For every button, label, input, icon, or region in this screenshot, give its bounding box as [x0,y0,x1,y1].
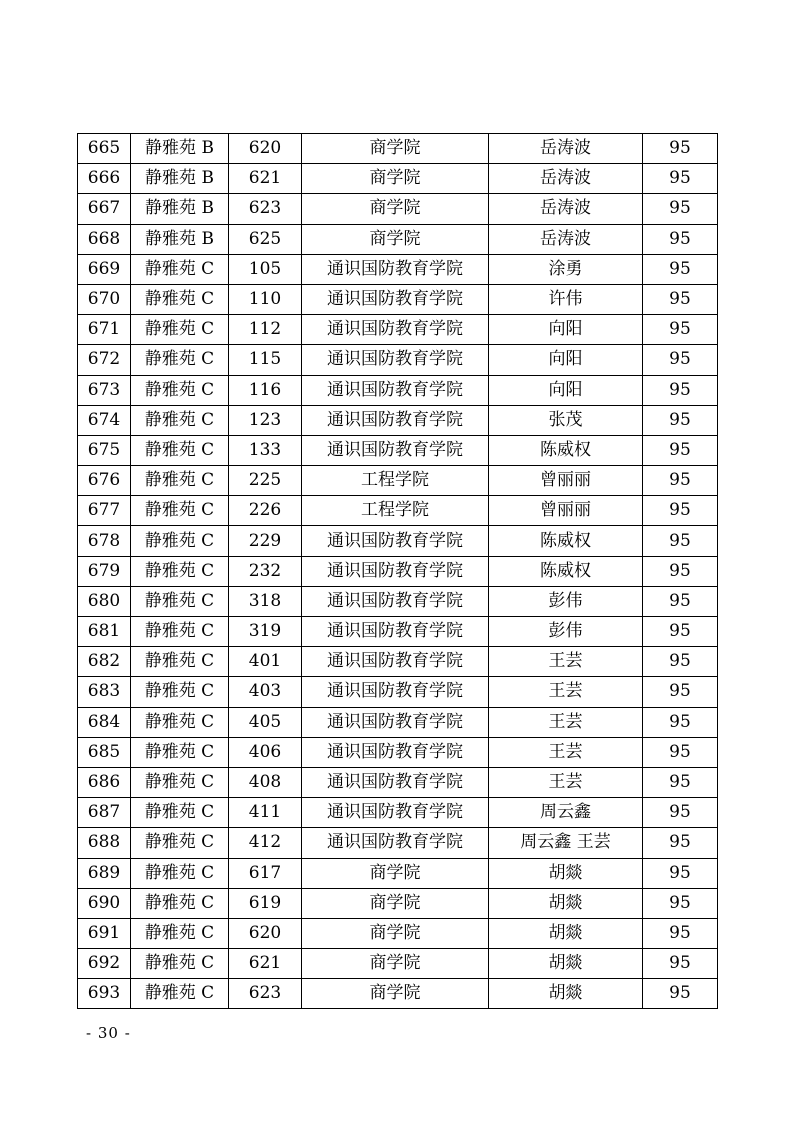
teacher-cell: 王芸 [489,647,643,677]
score-cell: 95 [643,254,718,284]
room-number-cell: 617 [229,858,302,888]
teacher-cell: 涂勇 [489,254,643,284]
table-row [78,798,718,828]
building-cell: 静雅苑 B [131,194,229,224]
row-number-cell: 692 [78,949,131,979]
room-number-cell: 406 [229,737,302,767]
table-row [78,405,718,435]
row-number-cell: 682 [78,647,131,677]
building-cell: 静雅苑 B [131,134,229,164]
room-number-cell: 105 [229,254,302,284]
building-cell: 静雅苑 C [131,737,229,767]
room-number-cell: 401 [229,647,302,677]
score-cell: 95 [643,858,718,888]
room-number-cell: 620 [229,134,302,164]
table-row [78,556,718,586]
table-row [78,707,718,737]
table-row [78,284,718,314]
teacher-cell: 周云鑫 [489,798,643,828]
dormitory-score-table [77,133,718,1009]
table-row [78,677,718,707]
building-cell: 静雅苑 C [131,858,229,888]
room-number-cell: 625 [229,224,302,254]
building-cell: 静雅苑 C [131,435,229,465]
college-cell: 通识国防教育学院 [302,556,489,586]
row-number-cell: 676 [78,466,131,496]
room-number-cell: 620 [229,918,302,948]
college-cell: 通识国防教育学院 [302,435,489,465]
building-cell: 静雅苑 C [131,888,229,918]
row-number-cell: 679 [78,556,131,586]
college-cell: 商学院 [302,224,489,254]
college-cell: 通识国防教育学院 [302,798,489,828]
row-number-cell: 666 [78,164,131,194]
score-cell: 95 [643,466,718,496]
building-cell: 静雅苑 C [131,254,229,284]
table-row [78,888,718,918]
college-cell: 通识国防教育学院 [302,254,489,284]
building-cell: 静雅苑 C [131,345,229,375]
teacher-cell: 许伟 [489,284,643,314]
room-number-cell: 232 [229,556,302,586]
teacher-cell: 张茂 [489,405,643,435]
table-row [78,858,718,888]
building-cell: 静雅苑 C [131,375,229,405]
room-number-cell: 623 [229,194,302,224]
college-cell: 商学院 [302,979,489,1009]
table-row [78,315,718,345]
score-cell: 95 [643,707,718,737]
college-cell: 商学院 [302,134,489,164]
teacher-cell: 彭伟 [489,617,643,647]
college-cell: 通识国防教育学院 [302,707,489,737]
room-number-cell: 225 [229,466,302,496]
row-number-cell: 678 [78,526,131,556]
table-row [78,164,718,194]
row-number-cell: 688 [78,828,131,858]
score-cell: 95 [643,284,718,314]
college-cell: 通识国防教育学院 [302,315,489,345]
row-number-cell: 677 [78,496,131,526]
college-cell: 通识国防教育学院 [302,345,489,375]
row-number-cell: 668 [78,224,131,254]
table-row [78,375,718,405]
room-number-cell: 412 [229,828,302,858]
room-number-cell: 621 [229,164,302,194]
teacher-cell: 陈威权 [489,526,643,556]
row-number-cell: 680 [78,586,131,616]
college-cell: 通识国防教育学院 [302,375,489,405]
table-row [78,466,718,496]
score-cell: 95 [643,435,718,465]
score-cell: 95 [643,888,718,918]
row-number-cell: 665 [78,134,131,164]
building-cell: 静雅苑 C [131,677,229,707]
page-number: - 30 - [86,1024,131,1042]
college-cell: 商学院 [302,949,489,979]
table-row [78,918,718,948]
room-number-cell: 123 [229,405,302,435]
college-cell: 通识国防教育学院 [302,586,489,616]
room-number-cell: 112 [229,315,302,345]
row-number-cell: 669 [78,254,131,284]
building-cell: 静雅苑 C [131,647,229,677]
teacher-cell: 向阳 [489,375,643,405]
room-number-cell: 133 [229,435,302,465]
building-cell: 静雅苑 C [131,617,229,647]
score-cell: 95 [643,767,718,797]
building-cell: 静雅苑 B [131,224,229,254]
teacher-cell: 陈威权 [489,435,643,465]
college-cell: 通识国防教育学院 [302,767,489,797]
building-cell: 静雅苑 C [131,496,229,526]
college-cell: 商学院 [302,918,489,948]
building-cell: 静雅苑 C [131,284,229,314]
score-cell: 95 [643,134,718,164]
teacher-cell: 向阳 [489,315,643,345]
college-cell: 商学院 [302,194,489,224]
table-row [78,586,718,616]
score-cell: 95 [643,737,718,767]
teacher-cell: 胡燚 [489,858,643,888]
row-number-cell: 674 [78,405,131,435]
room-number-cell: 318 [229,586,302,616]
row-number-cell: 667 [78,194,131,224]
row-number-cell: 672 [78,345,131,375]
college-cell: 商学院 [302,888,489,918]
teacher-cell: 岳涛波 [489,164,643,194]
score-cell: 95 [643,828,718,858]
room-number-cell: 405 [229,707,302,737]
row-number-cell: 683 [78,677,131,707]
building-cell: 静雅苑 C [131,405,229,435]
teacher-cell: 王芸 [489,737,643,767]
room-number-cell: 319 [229,617,302,647]
row-number-cell: 671 [78,315,131,345]
teacher-cell: 岳涛波 [489,194,643,224]
room-number-cell: 623 [229,979,302,1009]
table-row [78,134,718,164]
building-cell: 静雅苑 C [131,466,229,496]
score-cell: 95 [643,677,718,707]
row-number-cell: 689 [78,858,131,888]
room-number-cell: 619 [229,888,302,918]
teacher-cell: 周云鑫 王芸 [489,828,643,858]
score-cell: 95 [643,194,718,224]
building-cell: 静雅苑 C [131,586,229,616]
table-row [78,435,718,465]
table-row [78,526,718,556]
teacher-cell: 胡燚 [489,888,643,918]
row-number-cell: 670 [78,284,131,314]
row-number-cell: 691 [78,918,131,948]
row-number-cell: 690 [78,888,131,918]
table-row [78,767,718,797]
score-cell: 95 [643,164,718,194]
row-number-cell: 681 [78,617,131,647]
college-cell: 通识国防教育学院 [302,677,489,707]
score-cell: 95 [643,526,718,556]
teacher-cell: 彭伟 [489,586,643,616]
row-number-cell: 673 [78,375,131,405]
building-cell: 静雅苑 C [131,767,229,797]
college-cell: 商学院 [302,164,489,194]
table-row [78,647,718,677]
building-cell: 静雅苑 C [131,828,229,858]
teacher-cell: 曾丽丽 [489,466,643,496]
college-cell: 通识国防教育学院 [302,405,489,435]
score-cell: 95 [643,556,718,586]
college-cell: 通识国防教育学院 [302,284,489,314]
score-cell: 95 [643,979,718,1009]
room-number-cell: 403 [229,677,302,707]
table-row [78,345,718,375]
teacher-cell: 胡燚 [489,979,643,1009]
score-cell: 95 [643,918,718,948]
teacher-cell: 向阳 [489,345,643,375]
row-number-cell: 684 [78,707,131,737]
room-number-cell: 226 [229,496,302,526]
building-cell: 静雅苑 C [131,526,229,556]
building-cell: 静雅苑 C [131,949,229,979]
table-row [78,979,718,1009]
table-row [78,254,718,284]
teacher-cell: 王芸 [489,767,643,797]
college-cell: 工程学院 [302,466,489,496]
row-number-cell: 685 [78,737,131,767]
score-cell: 95 [643,949,718,979]
score-cell: 95 [643,315,718,345]
table-body [78,134,718,1009]
row-number-cell: 693 [78,979,131,1009]
room-number-cell: 621 [229,949,302,979]
college-cell: 商学院 [302,858,489,888]
score-cell: 95 [643,224,718,254]
building-cell: 静雅苑 C [131,315,229,345]
table-row [78,737,718,767]
college-cell: 通识国防教育学院 [302,647,489,677]
room-number-cell: 411 [229,798,302,828]
teacher-cell: 曾丽丽 [489,496,643,526]
score-cell: 95 [643,586,718,616]
score-cell: 95 [643,375,718,405]
teacher-cell: 胡燚 [489,949,643,979]
college-cell: 通识国防教育学院 [302,737,489,767]
room-number-cell: 229 [229,526,302,556]
building-cell: 静雅苑 C [131,798,229,828]
score-cell: 95 [643,405,718,435]
table-row [78,496,718,526]
room-number-cell: 110 [229,284,302,314]
score-cell: 95 [643,647,718,677]
room-number-cell: 408 [229,767,302,797]
teacher-cell: 王芸 [489,707,643,737]
college-cell: 通识国防教育学院 [302,617,489,647]
building-cell: 静雅苑 B [131,164,229,194]
building-cell: 静雅苑 C [131,918,229,948]
score-cell: 95 [643,496,718,526]
table-row [78,194,718,224]
score-cell: 95 [643,798,718,828]
teacher-cell: 岳涛波 [489,224,643,254]
table-row [78,828,718,858]
table-row [78,949,718,979]
row-number-cell: 675 [78,435,131,465]
college-cell: 工程学院 [302,496,489,526]
table-row [78,617,718,647]
score-cell: 95 [643,617,718,647]
teacher-cell: 岳涛波 [489,134,643,164]
table-row [78,224,718,254]
building-cell: 静雅苑 C [131,979,229,1009]
score-cell: 95 [643,345,718,375]
teacher-cell: 陈威权 [489,556,643,586]
row-number-cell: 687 [78,798,131,828]
row-number-cell: 686 [78,767,131,797]
college-cell: 通识国防教育学院 [302,828,489,858]
building-cell: 静雅苑 C [131,707,229,737]
room-number-cell: 115 [229,345,302,375]
teacher-cell: 王芸 [489,677,643,707]
college-cell: 通识国防教育学院 [302,526,489,556]
room-number-cell: 116 [229,375,302,405]
building-cell: 静雅苑 C [131,556,229,586]
teacher-cell: 胡燚 [489,918,643,948]
